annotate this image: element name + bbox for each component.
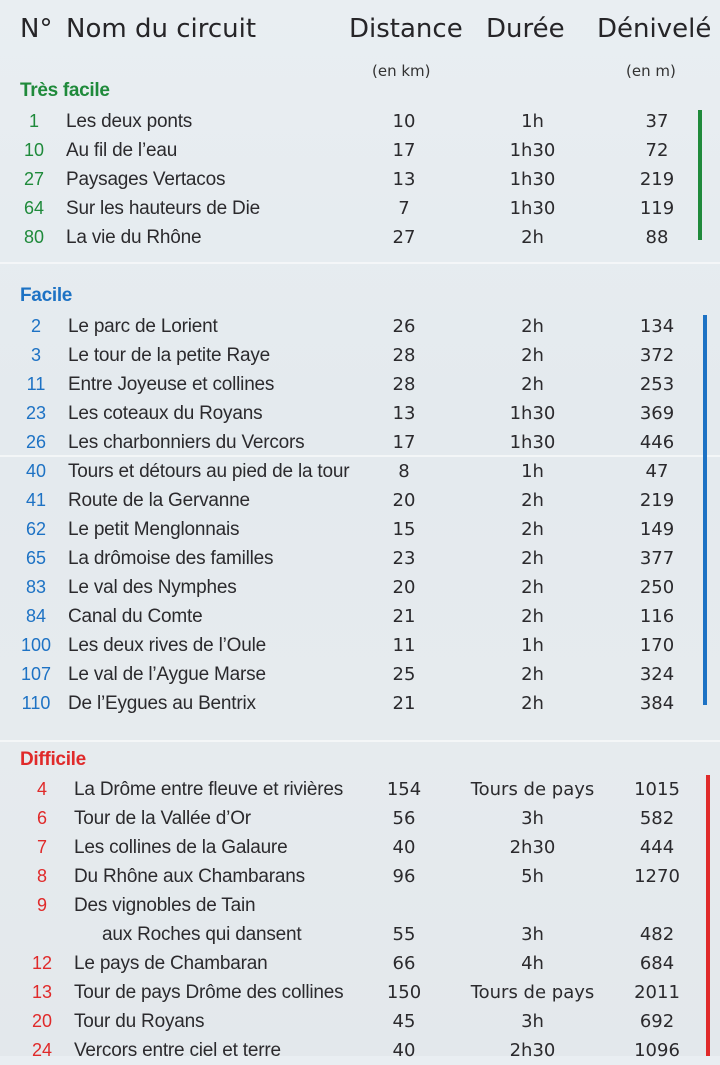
circuit-distance: 45	[392, 1011, 416, 1032]
table-row	[0, 660, 720, 689]
circuit-duration: 3h	[521, 808, 544, 829]
circuit-elevation: 253	[639, 374, 675, 395]
table-row	[0, 775, 720, 804]
header-denivele: Dénivelé	[597, 14, 712, 44]
circuit-duration: 2h	[521, 577, 544, 598]
circuit-number: 65	[25, 548, 47, 568]
circuit-elevation: 170	[639, 635, 675, 656]
table-row	[0, 136, 720, 165]
section-title: Difficile	[20, 749, 86, 770]
circuit-name: Du Rhône aux Chambarans	[74, 866, 305, 887]
circuit-elevation: 119	[639, 198, 675, 219]
header-distance-unit: (en km)	[372, 62, 431, 80]
circuit-distance: 150	[386, 982, 422, 1003]
table-row	[0, 920, 720, 949]
circuit-name: Entre Joyeuse et collines	[68, 374, 275, 395]
circuit-distance: 13	[392, 169, 416, 190]
section-title: Très facile	[20, 80, 110, 101]
table-row	[0, 631, 720, 660]
circuit-elevation: 446	[639, 432, 675, 453]
table-row	[0, 804, 720, 833]
circuit-distance: 23	[392, 548, 416, 569]
circuit-name: Le val de l’Aygue Marse	[68, 664, 266, 685]
circuit-distance: 17	[392, 432, 416, 453]
circuit-duration: 4h	[521, 953, 544, 974]
circuit-duration: 1h30	[509, 198, 556, 219]
circuit-elevation: 1015	[634, 779, 680, 800]
circuit-duration: Tours de pays	[470, 779, 595, 800]
table-row	[0, 689, 720, 718]
circuit-duration: 2h	[521, 519, 544, 540]
circuit-elevation: 219	[639, 490, 675, 511]
table-row	[0, 341, 720, 370]
circuit-duration: 1h30	[509, 403, 556, 424]
circuit-elevation: 116	[639, 606, 675, 627]
circuit-elevation: 444	[639, 837, 675, 858]
circuit-name: Les deux rives de l’Oule	[68, 635, 266, 656]
circuit-duration: 2h	[521, 606, 544, 627]
table-row	[0, 862, 720, 891]
circuit-elevation: 684	[639, 953, 675, 974]
circuit-distance: 40	[392, 1040, 416, 1061]
table-row	[0, 107, 720, 136]
circuit-elevation: 582	[639, 808, 675, 829]
circuit-name: Les coteaux du Royans	[68, 403, 263, 424]
circuit-name: Route de la Gervanne	[68, 490, 250, 511]
circuit-number: 84	[25, 606, 47, 626]
table-row	[0, 457, 720, 486]
circuit-number: 26	[25, 432, 47, 452]
circuit-distance: 11	[392, 635, 416, 656]
circuit-distance: 56	[392, 808, 416, 829]
table-row	[0, 428, 720, 457]
table-row	[0, 312, 720, 341]
circuit-duration: 2h	[521, 548, 544, 569]
circuit-duration: 1h	[521, 461, 544, 482]
circuit-name: La Drôme entre fleuve et rivières	[74, 779, 344, 800]
table-row	[0, 165, 720, 194]
circuit-duration: 2h	[521, 345, 544, 366]
circuit-distance: 26	[392, 316, 416, 337]
circuit-number: 1	[28, 111, 39, 131]
header-name: Nom du circuit	[66, 14, 257, 44]
circuit-elevation: 149	[639, 519, 675, 540]
circuit-name: Tour de la Vallée d’Or	[74, 808, 251, 829]
circuit-distance: 28	[392, 345, 416, 366]
circuit-duration: 3h	[521, 924, 544, 945]
circuit-distance: 20	[392, 490, 416, 511]
header-distance: Distance	[349, 14, 463, 44]
header-duree: Durée	[486, 14, 565, 44]
circuit-elevation: 692	[639, 1011, 675, 1032]
table-row	[0, 194, 720, 223]
circuit-name: Tour de pays Drôme des collines	[74, 982, 344, 1003]
table-row	[0, 399, 720, 428]
circuit-number: 40	[25, 461, 47, 481]
table-row	[0, 370, 720, 399]
circuit-number: 6	[36, 808, 47, 828]
table-header	[0, 10, 720, 80]
circuit-name: Le tour de la petite Raye	[68, 345, 271, 366]
circuit-distance: 40	[392, 837, 416, 858]
circuit-elevation: 377	[639, 548, 675, 569]
circuit-elevation: 384	[639, 693, 675, 714]
circuit-number: 64	[23, 198, 45, 218]
circuit-name: Vercors entre ciel et terre	[74, 1040, 281, 1061]
circuit-elevation: 134	[639, 316, 675, 337]
circuit-distance: 7	[398, 198, 410, 219]
circuit-name: Tour du Royans	[74, 1011, 205, 1032]
circuit-name: Les charbonniers du Vercors	[68, 432, 305, 453]
circuit-distance: 13	[392, 403, 416, 424]
circuit-number: 100	[20, 635, 52, 655]
circuit-number: 10	[23, 140, 45, 160]
circuit-name: Des vignobles de Tain	[74, 895, 256, 916]
circuit-duration: 2h	[521, 374, 544, 395]
circuit-number: 4	[36, 779, 47, 799]
circuit-name: Canal du Comte	[68, 606, 203, 627]
circuit-duration: 2h	[521, 316, 544, 337]
circuit-duration: Tours de pays	[470, 982, 595, 1003]
circuit-number: 2	[30, 316, 41, 336]
circuit-name: Tours et détours au pied de la tour	[68, 461, 350, 482]
circuit-elevation: 324	[639, 664, 675, 685]
circuit-distance: 15	[392, 519, 416, 540]
table-row	[0, 602, 720, 631]
circuit-distance: 96	[392, 866, 416, 887]
circuit-number: 8	[36, 866, 47, 886]
circuit-duration: 3h	[521, 1011, 544, 1032]
circuit-elevation: 369	[639, 403, 675, 424]
circuit-name: Au fil de l’eau	[66, 140, 178, 161]
circuit-number: 83	[25, 577, 47, 597]
circuit-name: Le petit Menglonnais	[68, 519, 240, 540]
table-row	[0, 949, 720, 978]
circuit-name: Sur les hauteurs de Die	[66, 198, 260, 219]
circuit-elevation: 219	[639, 169, 675, 190]
circuit-number: 27	[23, 169, 45, 189]
circuit-distance: 20	[392, 577, 416, 598]
circuit-duration: 2h	[521, 664, 544, 685]
circuit-distance: 154	[386, 779, 422, 800]
circuit-duration: 2h	[521, 227, 544, 248]
circuit-elevation: 72	[645, 140, 669, 161]
circuit-name: De l’Eygues au Bentrix	[68, 693, 256, 714]
circuit-number: 13	[31, 982, 53, 1002]
table-row	[0, 978, 720, 1007]
circuit-name: Les deux ponts	[66, 111, 193, 132]
circuit-name: Le pays de Chambaran	[74, 953, 268, 974]
circuit-duration: 2h30	[509, 837, 556, 858]
circuit-name: La vie du Rhône	[66, 227, 202, 248]
circuit-duration: 1h	[521, 111, 544, 132]
circuit-distance: 21	[392, 693, 416, 714]
table-row	[0, 573, 720, 602]
circuit-number: 110	[21, 693, 51, 713]
circuit-number: 62	[25, 519, 47, 539]
header-num: N°	[20, 14, 53, 44]
table-row	[0, 223, 720, 252]
circuit-distance: 25	[392, 664, 416, 685]
table-row	[0, 833, 720, 862]
circuit-number: 23	[25, 403, 47, 423]
circuit-distance: 10	[392, 111, 416, 132]
circuit-duration: 2h30	[509, 1040, 556, 1061]
table-row	[0, 1036, 720, 1065]
table-row	[0, 544, 720, 573]
circuit-distance: 27	[392, 227, 416, 248]
circuit-number: 41	[25, 490, 47, 510]
circuit-name: Le val des Nymphes	[68, 577, 237, 598]
circuit-elevation: 1270	[634, 866, 680, 887]
circuit-number: 20	[31, 1011, 53, 1031]
circuit-distance: 28	[392, 374, 416, 395]
circuit-distance: 66	[392, 953, 416, 974]
circuit-name: aux Roches qui dansent	[102, 924, 302, 945]
circuit-elevation: 37	[645, 111, 669, 132]
circuit-number: 9	[36, 895, 47, 915]
circuit-number: 11	[26, 374, 46, 394]
circuit-number: 24	[31, 1040, 53, 1060]
circuit-number: 107	[20, 664, 52, 684]
circuit-number: 80	[23, 227, 45, 247]
table-row	[0, 1007, 720, 1036]
circuit-distance: 55	[392, 924, 416, 945]
circuit-duration: 1h30	[509, 432, 556, 453]
circuit-elevation: 88	[645, 227, 669, 248]
circuit-elevation: 47	[645, 461, 669, 482]
circuit-number: 3	[30, 345, 41, 365]
header-denivele-unit: (en m)	[626, 62, 676, 80]
circuit-elevation: 1096	[634, 1040, 680, 1061]
section-title: Facile	[20, 285, 73, 306]
table-row	[0, 515, 720, 544]
circuit-distance: 8	[398, 461, 410, 482]
circuit-number: 12	[31, 953, 53, 973]
circuit-duration: 1h	[521, 635, 544, 656]
circuit-elevation: 482	[639, 924, 675, 945]
circuit-duration: 5h	[521, 866, 544, 887]
circuit-duration: 2h	[521, 693, 544, 714]
circuit-duration: 2h	[521, 490, 544, 511]
circuit-elevation: 2011	[634, 982, 680, 1003]
table-row	[0, 891, 720, 920]
circuit-name: Les collines de la Galaure	[74, 837, 288, 858]
circuit-name: Le parc de Lorient	[68, 316, 218, 337]
circuit-distance: 17	[392, 140, 416, 161]
circuit-name: La drômoise des familles	[68, 548, 274, 569]
circuit-elevation: 372	[639, 345, 675, 366]
circuit-distance: 21	[392, 606, 416, 627]
circuit-duration: 1h30	[509, 169, 556, 190]
table-row	[0, 486, 720, 515]
circuit-number: 7	[36, 837, 47, 857]
circuit-name: Paysages Vertacos	[66, 169, 226, 190]
circuit-duration: 1h30	[509, 140, 556, 161]
circuit-elevation: 250	[639, 577, 675, 598]
